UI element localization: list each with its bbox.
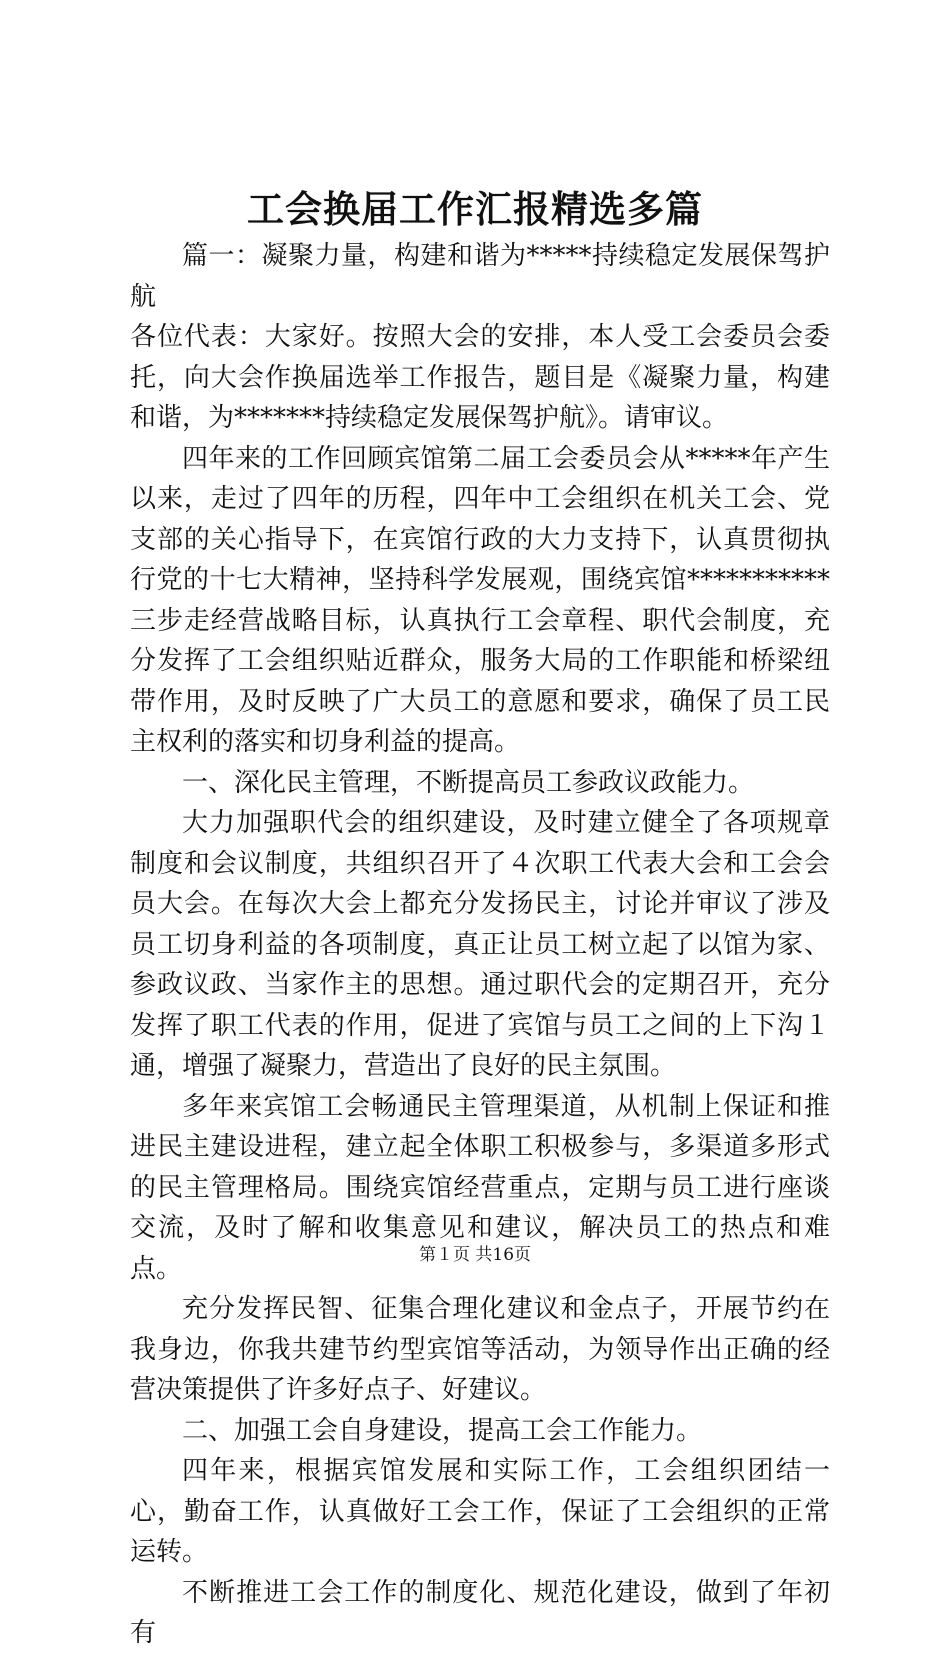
paragraph: 充分发挥民智、征集合理化建议和金点子，开展节约在我身边，你我共建节约型宾馆等活动，为领导作出正确的经营决策提供了许多好点子、好建议。	[130, 1294, 830, 1405]
document-body	[130, 236, 830, 1654]
paragraph: 大力加强职代会的组织建设，及时建立健全了各项规章制度和会议制度，共组织召开了４次职工代表大会和工会会员大会。在每次大会上都充分发扬民主，讨论并审议了涉及员工切身利益的各项制度，真正让员工树立起了以馆为家、参政议政、当家作主的思想。通过职代会的定期召开，充分发挥了职工代表的作用，促进了宾馆与员工之间的上下沟１通，增强了凝聚力，营造出了良好的民主氛围。	[130, 808, 830, 1081]
document-title: 工会换届工作汇报精选多篇	[247, 187, 703, 231]
paragraph: 各位代表：大家好。按照大会的安排，本人受工会委员会委托，向大会作换届选举工作报告，题目是《凝聚力量，构建和谐，为*******持续稳定发展保驾护航》。请审议。	[130, 322, 830, 433]
section-heading: 一、深化民主管理，不断提高员工参政议政能力。	[182, 767, 755, 798]
paragraph: 四年来的工作回顾宾馆第二届工会委员会从*****年产生以来，走过了四年的历程，四年中工会组织在机关工会、党支部的关心指导下，在宾馆行政的大力支持下，认真贯彻执行党的十七大精神，坚持科学发展观，围绕宾馆***********三步走经营战略目标，认真执行工会章程、职代会制度，充分发挥了工会组织贴近群众，服务大局的工作职能和桥梁纽带作用，及时反映了广大员工的意愿和要求，确保了员工民主权利的落实和切身利益的提高。	[130, 443, 830, 757]
section-heading: 二、加强工会自身建设，提高工会工作能力。	[182, 1415, 703, 1446]
paragraph: 篇一：凝聚力量，构建和谐为*****持续稳定发展保驾护航	[130, 241, 830, 312]
paragraph: 不断推进工会工作的制度化、规范化建设，做到了年初有	[130, 1577, 830, 1648]
page-footer: 第１页 共16页	[418, 1245, 532, 1265]
paragraph: 四年来，根据宾馆发展和实际工作，工会组织团结一心，勤奋工作，认真做好工会工作，保证了工会组织的正常运转。	[130, 1456, 830, 1567]
paragraph: 多年来宾馆工会畅通民主管理渠道，从机制上保证和推进民主建设进程，建立起全体职工积极参与，多渠道多形式的民主管理格局。围绕宾馆经营重点，定期与员工进行座谈交流，及时了解和收集意见和建议，解决员工的热点和难点。	[130, 1091, 830, 1284]
